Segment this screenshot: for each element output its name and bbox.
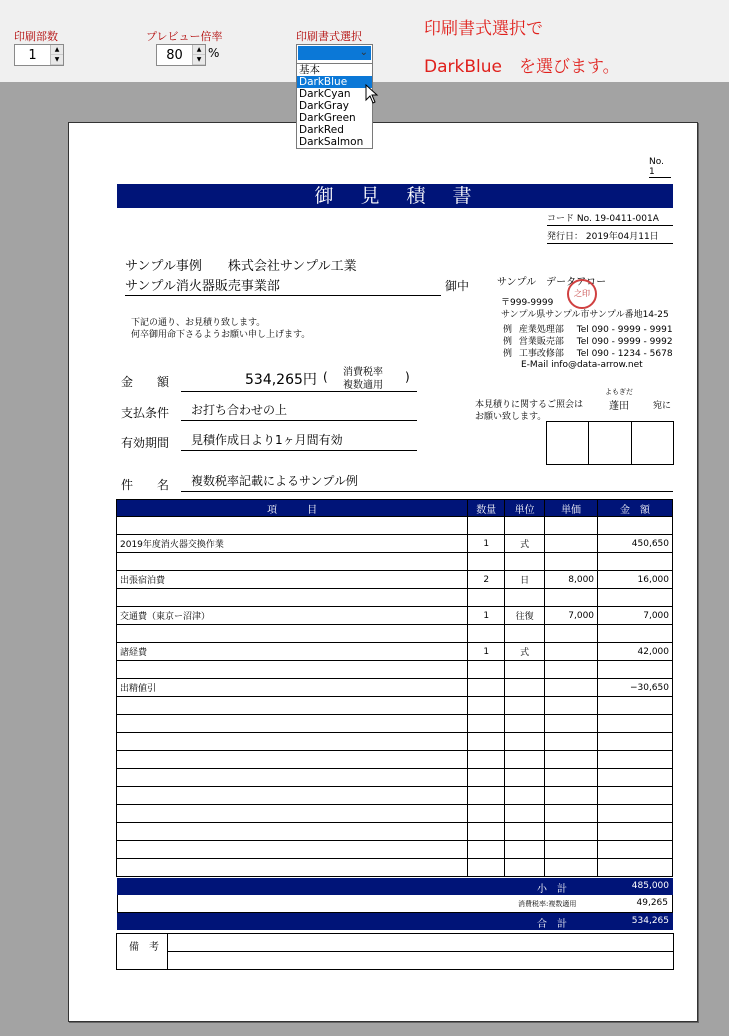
company-name: サンプル データアロー: [497, 277, 607, 288]
cell-item: [117, 751, 468, 769]
cell-unit: [505, 715, 545, 733]
cell-unit: [505, 589, 545, 607]
format-label: 印刷書式選択: [296, 30, 362, 43]
spin-down-icon[interactable]: ▼: [193, 55, 205, 65]
format-select[interactable]: [296, 44, 373, 64]
format-option[interactable]: DarkGreen: [299, 112, 356, 124]
cell-amount: [598, 805, 673, 823]
header-amount: 金 額: [598, 500, 673, 517]
format-option[interactable]: 基本: [299, 64, 320, 76]
cell-item: [117, 697, 468, 715]
validity-label: 有効期間: [121, 436, 170, 450]
cell-item: [117, 715, 468, 733]
cell-item: [117, 823, 468, 841]
dept-prefix: 例: [503, 325, 513, 335]
amount-note-close: ): [405, 370, 410, 384]
cell-qty: 2: [468, 571, 505, 589]
tax-row: [117, 895, 673, 913]
format-option[interactable]: DarkBlue: [297, 76, 372, 88]
table-row: [117, 517, 673, 535]
contact-name: 蓬田: [609, 401, 629, 412]
cell-item: [117, 787, 468, 805]
cell-price: [545, 535, 598, 553]
amount-label: 金 額: [121, 375, 170, 389]
copies-value[interactable]: 1: [28, 47, 37, 63]
cell-item: 出張宿泊費: [117, 571, 468, 589]
cell-item: [117, 589, 468, 607]
honorific: 御中: [445, 279, 470, 293]
tax-value: 49,265: [636, 898, 668, 908]
cell-amount: [598, 625, 673, 643]
table-row: [117, 625, 673, 643]
contact-ruby: よもぎだ: [605, 388, 633, 396]
cell-qty: [468, 787, 505, 805]
cell-qty: [468, 553, 505, 571]
cell-amount: [598, 733, 673, 751]
table-row: [117, 553, 673, 571]
cell-price: [545, 553, 598, 571]
table-row: [117, 643, 673, 661]
cell-qty: [468, 751, 505, 769]
cell-item: 2019年度消火器交換作業: [117, 535, 468, 553]
format-option[interactable]: DarkSalmon: [299, 136, 364, 148]
cell-amount: [598, 823, 673, 841]
email: E-Mail info@data-arrow.net: [521, 360, 643, 370]
dept-name: 工事改修部: [518, 349, 564, 359]
table-row: [117, 571, 673, 589]
zoom-value[interactable]: 80: [166, 47, 183, 63]
format-dropdown-list[interactable]: [296, 63, 373, 149]
cell-qty: [468, 733, 505, 751]
zoom-unit: %: [208, 46, 220, 60]
cell-item: 交通費（東京ー沼津）: [117, 607, 468, 625]
cell-price: [545, 661, 598, 679]
dept-name: 営業販売部: [518, 337, 564, 347]
stamp-box: [589, 422, 631, 464]
cell-qty: [468, 823, 505, 841]
cell-item: [117, 841, 468, 859]
cell-amount: −30,650: [598, 679, 673, 697]
cell-price: [545, 715, 598, 733]
intro-line2: 何卒御用命下さるようお願い申し上げます。: [131, 330, 311, 340]
table-row: [117, 805, 673, 823]
table-row: [117, 661, 673, 679]
amount-value: 534,265円: [245, 372, 317, 388]
cell-price: [545, 625, 598, 643]
dept-tel: Tel 090 - 9999 - 9991: [576, 325, 673, 335]
cell-price: 7,000: [545, 607, 598, 625]
cell-qty: [468, 697, 505, 715]
dept-row: [503, 346, 673, 359]
header-item: 項 目: [117, 500, 468, 517]
header-price: 単価: [545, 500, 598, 517]
cell-item: [117, 517, 468, 535]
cell-qty: [468, 679, 505, 697]
cell-price: [545, 841, 598, 859]
cell-qty: [468, 715, 505, 733]
cell-price: [545, 589, 598, 607]
intro-line1: 下記の通り、お見積り致します。: [131, 318, 266, 328]
cell-unit: 式: [505, 535, 545, 553]
dept-name: 産業処理部: [518, 325, 564, 335]
cell-price: 8,000: [545, 571, 598, 589]
cell-unit: 往復: [505, 607, 545, 625]
annotation-line2: DarkBlue を選びます。: [424, 57, 620, 77]
amount-note-l2: 複数適用: [343, 380, 383, 391]
cell-unit: [505, 517, 545, 535]
amount-note-l1: 消費税率: [343, 367, 383, 378]
cell-qty: [468, 625, 505, 643]
table-row: [117, 607, 673, 625]
postal-code: 〒999-9999: [501, 298, 554, 308]
stamp-box: [547, 422, 589, 464]
cell-price: [545, 823, 598, 841]
table-row: [117, 697, 673, 715]
contact-note2: お願い致します。: [475, 412, 547, 422]
cell-unit: [505, 769, 545, 787]
dept-tel: Tel 090 - 9999 - 9992: [576, 337, 673, 347]
zoom-stepper[interactable]: [156, 44, 206, 66]
dept-prefix: 例: [503, 337, 513, 347]
spin-down-icon[interactable]: ▼: [51, 55, 63, 65]
contact-suffix: 宛に: [653, 401, 672, 411]
cell-amount: [598, 787, 673, 805]
cell-item: [117, 859, 468, 877]
subtotal-label: 小 計: [537, 884, 567, 895]
cell-amount: [598, 751, 673, 769]
cell-unit: [505, 625, 545, 643]
cell-unit: [505, 679, 545, 697]
header-unit: 単位: [505, 500, 545, 517]
copies-label: 印刷部数: [14, 30, 58, 43]
address: サンプル県サンプル市サンプル番地14-25: [501, 310, 669, 320]
table-row: [117, 859, 673, 877]
cell-unit: [505, 733, 545, 751]
page-number: No. 1: [649, 157, 671, 178]
cell-amount: [598, 841, 673, 859]
cell-price: [545, 769, 598, 787]
total-row: [117, 913, 673, 930]
cell-item: [117, 805, 468, 823]
cell-amount: 42,000: [598, 643, 673, 661]
subject-label: 件 名: [121, 478, 170, 492]
table-row: [117, 535, 673, 553]
cell-amount: [598, 517, 673, 535]
cell-price: [545, 517, 598, 535]
subtotal-value: 485,000: [631, 881, 669, 891]
cell-price: [545, 733, 598, 751]
format-option[interactable]: DarkGray: [299, 100, 350, 112]
payment-value: お打ち合わせの上: [181, 401, 417, 421]
cell-qty: [468, 589, 505, 607]
total-value: 534,265: [631, 916, 669, 926]
cell-price: [545, 805, 598, 823]
copies-stepper[interactable]: [14, 44, 64, 66]
cell-item: 出精値引: [117, 679, 468, 697]
cell-amount: [598, 715, 673, 733]
cell-qty: [468, 769, 505, 787]
cell-amount: [598, 697, 673, 715]
spin-up-icon[interactable]: ▲: [51, 45, 63, 55]
remarks-divider: [167, 951, 673, 952]
cell-unit: [505, 661, 545, 679]
cell-unit: [505, 787, 545, 805]
cell-item: [117, 661, 468, 679]
cell-item: [117, 625, 468, 643]
cell-amount: [598, 589, 673, 607]
table-row: [117, 769, 673, 787]
amount-note-open: (: [323, 370, 328, 384]
cell-price: [545, 679, 598, 697]
stamp-boxes: [546, 421, 674, 465]
remarks-box: [116, 933, 674, 970]
cell-item: [117, 733, 468, 751]
chevron-down-icon[interactable]: ⌄: [359, 47, 368, 58]
zoom-label: プレビュー倍率: [146, 30, 223, 43]
table-row: [117, 841, 673, 859]
amount-field: [181, 369, 417, 392]
client-line2: サンプル消火器販売事業部: [125, 275, 441, 296]
cell-item: [117, 769, 468, 787]
cell-price: [545, 859, 598, 877]
table-header-row: [117, 500, 673, 517]
cell-qty: [468, 859, 505, 877]
total-label: 合 計: [537, 919, 567, 930]
table-row: [117, 679, 673, 697]
document-code: コード No. 19-0411-001A: [547, 211, 673, 226]
cell-item: [117, 553, 468, 571]
table-row: [117, 787, 673, 805]
validity-value: 見積作成日より1ヶ月間有効: [181, 431, 417, 451]
cell-unit: [505, 859, 545, 877]
cell-amount: 7,000: [598, 607, 673, 625]
cell-price: [545, 787, 598, 805]
table-row: [117, 715, 673, 733]
tax-label: 消費税率:複数適用: [518, 900, 577, 908]
cell-price: [545, 751, 598, 769]
cell-qty: 1: [468, 607, 505, 625]
subtotal-row: [117, 878, 673, 895]
format-option[interactable]: DarkRed: [299, 124, 344, 136]
cell-amount: 16,000: [598, 571, 673, 589]
stamp-box: [632, 422, 673, 464]
header-qty: 数量: [468, 500, 505, 517]
cell-qty: [468, 661, 505, 679]
table-row: [117, 589, 673, 607]
cell-qty: 1: [468, 535, 505, 553]
cell-item: 諸経費: [117, 643, 468, 661]
issue-date: 発行日： 2019年04月11日: [547, 229, 673, 244]
document-page: [68, 122, 698, 1022]
subject-value: 複数税率記載によるサンプル例: [181, 472, 673, 492]
cell-qty: [468, 517, 505, 535]
cell-price: [545, 643, 598, 661]
cell-amount: [598, 553, 673, 571]
cell-unit: [505, 823, 545, 841]
document-title: 御 見 積 書: [117, 184, 673, 208]
table-row: [117, 823, 673, 841]
cell-qty: 1: [468, 643, 505, 661]
items-table: [116, 499, 673, 877]
annotation-line1: 印刷書式選択で: [424, 19, 543, 39]
cell-price: [545, 697, 598, 715]
cell-unit: [505, 553, 545, 571]
cell-amount: [598, 769, 673, 787]
client-line1: サンプル事例 株式会社サンプル工業: [125, 259, 357, 274]
table-row: [117, 751, 673, 769]
format-option[interactable]: DarkCyan: [299, 88, 351, 100]
cell-unit: [505, 751, 545, 769]
cell-unit: [505, 697, 545, 715]
cell-unit: [505, 841, 545, 859]
cell-amount: [598, 859, 673, 877]
cell-qty: [468, 841, 505, 859]
table-row: [117, 733, 673, 751]
cell-unit: [505, 805, 545, 823]
payment-label: 支払条件: [121, 406, 170, 420]
company-seal: 之印: [567, 279, 597, 309]
remarks-label: 備 考: [129, 942, 159, 953]
dept-tel: Tel 090 - 1234 - 5678: [576, 349, 673, 359]
cell-qty: [468, 805, 505, 823]
contact-note1: 本見積りに関するご照会は: [475, 400, 584, 410]
cell-amount: [598, 661, 673, 679]
cell-amount: 450,650: [598, 535, 673, 553]
cell-unit: 日: [505, 571, 545, 589]
cell-unit: 式: [505, 643, 545, 661]
dept-prefix: 例: [503, 349, 513, 359]
mouse-cursor-icon: [365, 84, 379, 104]
spin-up-icon[interactable]: ▲: [193, 45, 205, 55]
